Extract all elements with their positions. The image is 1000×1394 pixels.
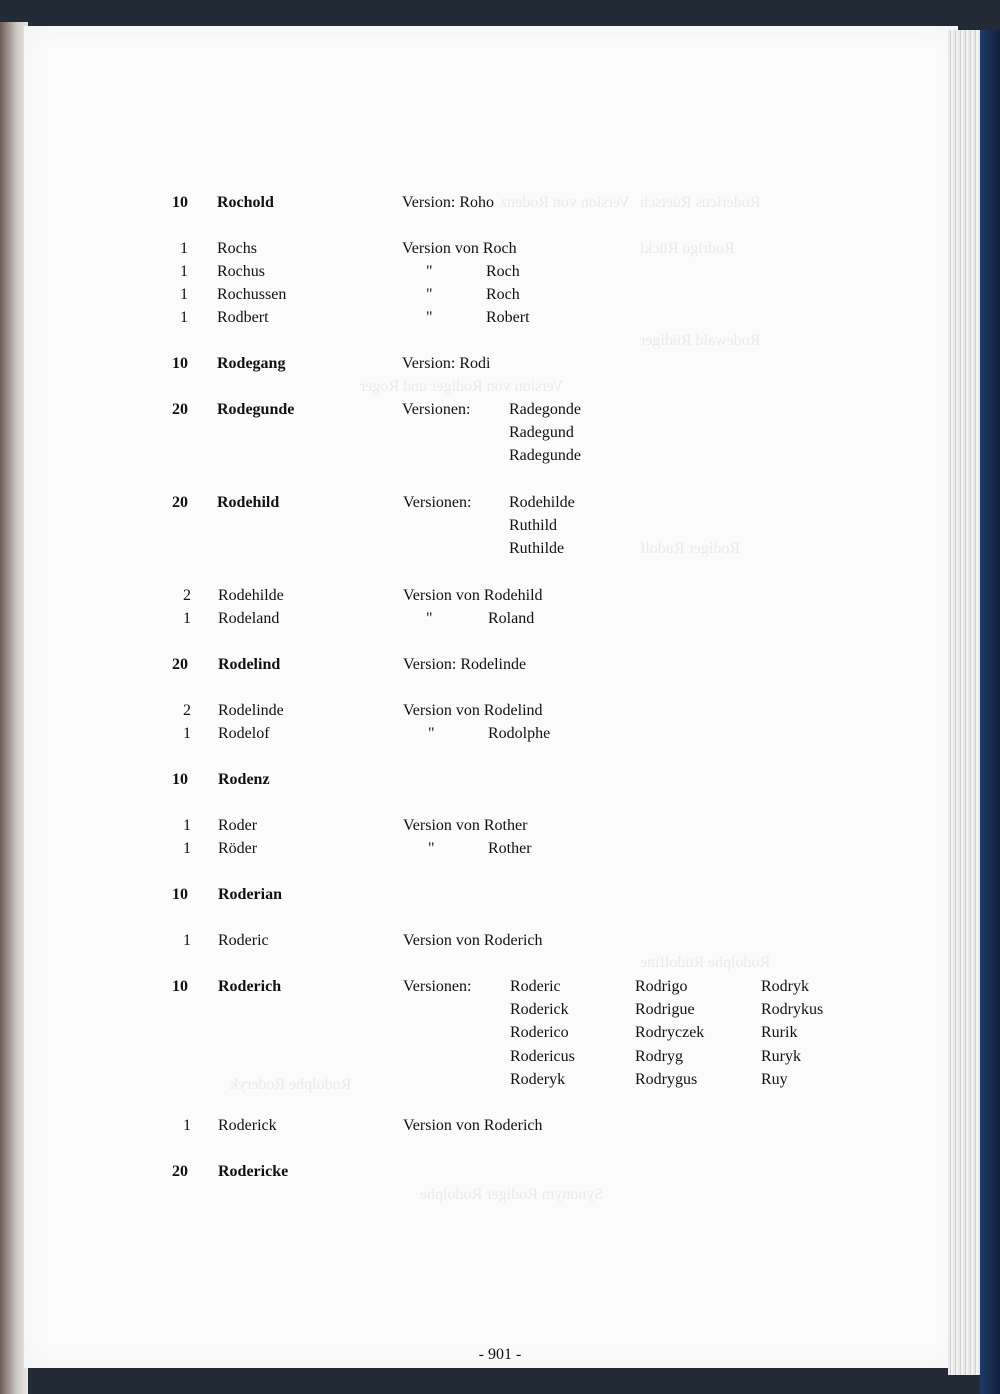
- entry-row: [0, 307, 1000, 329]
- entry-row: [0, 654, 1000, 676]
- entry-row: [0, 1161, 1000, 1183]
- entry-row: [0, 700, 1000, 722]
- show-through-text: Version von Rodiger und Roger: [360, 378, 564, 395]
- entry-variant: Rodrygus: [635, 1070, 698, 1088]
- entry-count: 1: [183, 932, 191, 949]
- entry-variant: Roland: [488, 610, 535, 627]
- entry-variant: Rodrigue: [635, 1001, 695, 1019]
- entry-row: [0, 585, 1000, 607]
- entry-name: Röder: [218, 840, 258, 857]
- entry-version: ": [428, 725, 435, 742]
- entry-version: Version von Rother: [403, 817, 528, 834]
- entry-variant: Robert: [486, 309, 530, 326]
- entry-version: Version von Roderich: [403, 1117, 543, 1134]
- entry-row: [0, 930, 1000, 952]
- show-through-text: Rodericus Rüetsch: [640, 194, 761, 211]
- entry-variant: Rodericus: [510, 1047, 575, 1065]
- entry-count: 1: [183, 725, 191, 742]
- entry-version: Versionen:: [402, 401, 471, 418]
- show-through-text: Synonym Rodiger Rodolphe: [420, 1186, 604, 1203]
- show-through-text: Rodrigo Rückl: [640, 240, 735, 257]
- entry-row: [0, 284, 1000, 306]
- entry-variant: Rother: [488, 840, 532, 857]
- entry-variant: Rodryk: [761, 978, 809, 995]
- entry-version: ": [428, 840, 435, 857]
- entry-version: ": [426, 309, 433, 326]
- entry-name: Rodehilde: [218, 587, 284, 604]
- entry-row: [0, 838, 1000, 860]
- entry-count: 1: [183, 610, 191, 627]
- entry-name: Rodenz: [218, 771, 270, 788]
- entry-count: 10: [172, 886, 188, 903]
- entry-row: [0, 353, 1000, 375]
- entry-count: 20: [172, 494, 188, 511]
- entry-count: 1: [180, 286, 188, 303]
- entry-count: 10: [172, 771, 188, 788]
- entry-version: Version von Rodehild: [403, 587, 543, 604]
- entry-count: 2: [183, 702, 191, 719]
- entry-name: Rodbert: [217, 309, 269, 326]
- entry-row: [0, 769, 1000, 791]
- entry-row: [0, 399, 1000, 465]
- entry-version: Version: Roho: [402, 194, 494, 211]
- entry-count: 10: [172, 355, 188, 372]
- entry-version: Versionen:: [403, 494, 472, 511]
- entry-version: ": [426, 610, 433, 627]
- entry-count: 10: [172, 194, 188, 211]
- entry-variant: Ruthild: [509, 517, 558, 535]
- entry-variant: Radegund: [509, 424, 574, 442]
- entry-count: 1: [183, 1117, 191, 1134]
- entry-row: [0, 608, 1000, 630]
- entry-variant: Rodolphe: [488, 725, 551, 742]
- entry-variant: Roch: [486, 286, 520, 303]
- show-through-text: Rodolphe Roderyk: [230, 1076, 352, 1093]
- entry-variant: Radegonde: [509, 401, 581, 418]
- entry-count: 1: [180, 263, 188, 280]
- show-through-text: Rodiger Rudolf: [640, 540, 740, 557]
- entry-count: 1: [180, 240, 188, 257]
- entry-variant: Rodrykus: [761, 1001, 824, 1019]
- entry-variant: Rodrigo: [635, 978, 688, 995]
- entry-count: 20: [172, 401, 188, 418]
- entry-name: Roderich: [218, 978, 282, 995]
- entry-variant: Rodryczek: [635, 1024, 705, 1042]
- entry-name: Roderic: [218, 932, 269, 949]
- entry-name: Rodelind: [218, 656, 281, 673]
- entry-version: Version von Rodelind: [403, 702, 543, 719]
- entry-row: [0, 815, 1000, 837]
- entry-name: Rodelof: [218, 725, 270, 742]
- entry-count: 20: [172, 1163, 188, 1180]
- entry-version: Version: Rodelinde: [403, 656, 527, 673]
- entry-name: Roderick: [218, 1117, 277, 1134]
- entry-version: Version von Roderich: [403, 932, 543, 949]
- page-number: - 901 -: [478, 1346, 522, 1363]
- show-through-text: Rodolphe Rudolfine: [640, 954, 771, 971]
- entry-variant: Roderyk: [510, 1070, 566, 1088]
- entry-variant: Ruthilde: [509, 540, 565, 558]
- entry-name: Rodelinde: [218, 702, 284, 719]
- entry-row: [0, 192, 1000, 214]
- entry-name: Rochs: [217, 240, 257, 257]
- entry-count: 10: [172, 978, 188, 995]
- entry-version: Version von Roch: [402, 240, 517, 257]
- entry-name: Rochus: [217, 263, 265, 280]
- entry-name: Roderian: [218, 886, 282, 903]
- entry-name: Rodegunde: [217, 401, 295, 418]
- entry-name: Rodehild: [217, 494, 280, 511]
- entry-count: 1: [183, 817, 191, 834]
- entry-variant: Roderico: [510, 1024, 569, 1042]
- entry-count: 1: [183, 840, 191, 857]
- entry-count: 1: [180, 309, 188, 326]
- entry-row: [0, 723, 1000, 745]
- entry-variant: Roch: [486, 263, 520, 280]
- entry-name: Rochussen: [217, 286, 287, 303]
- entry-variant: Ruy: [761, 1070, 788, 1088]
- entry-version: Version: Rodi: [402, 355, 491, 372]
- entry-row: [0, 261, 1000, 283]
- entry-count: 20: [172, 656, 188, 673]
- entry-row: [0, 238, 1000, 260]
- entry-name: Rochold: [217, 194, 274, 211]
- entry-variant: Roderic: [510, 978, 561, 995]
- entry-variant: Roderick: [510, 1001, 569, 1019]
- entry-version: Versionen:: [403, 978, 472, 995]
- entry-variant: Rodehilde: [509, 494, 575, 511]
- entry-variant: Rodryg: [635, 1047, 683, 1065]
- entry-name: Roder: [218, 817, 258, 834]
- show-through-text: Version von Rodenz: [500, 194, 630, 211]
- entry-row: [0, 884, 1000, 906]
- entry-version: ": [426, 286, 433, 303]
- entry-variant: Ruryk: [761, 1047, 801, 1065]
- entry-name: Rodeland: [218, 610, 280, 627]
- entry-variant: Radegunde: [509, 447, 581, 465]
- entry-row: [0, 1115, 1000, 1137]
- entry-variant: Rurik: [761, 1024, 798, 1042]
- entry-count: 2: [183, 587, 191, 604]
- entry-version: ": [426, 263, 433, 280]
- show-through-text: Rodewald Rüdiger: [640, 332, 761, 349]
- entry-name: Rodericke: [218, 1163, 289, 1180]
- entry-name: Rodegang: [217, 355, 286, 372]
